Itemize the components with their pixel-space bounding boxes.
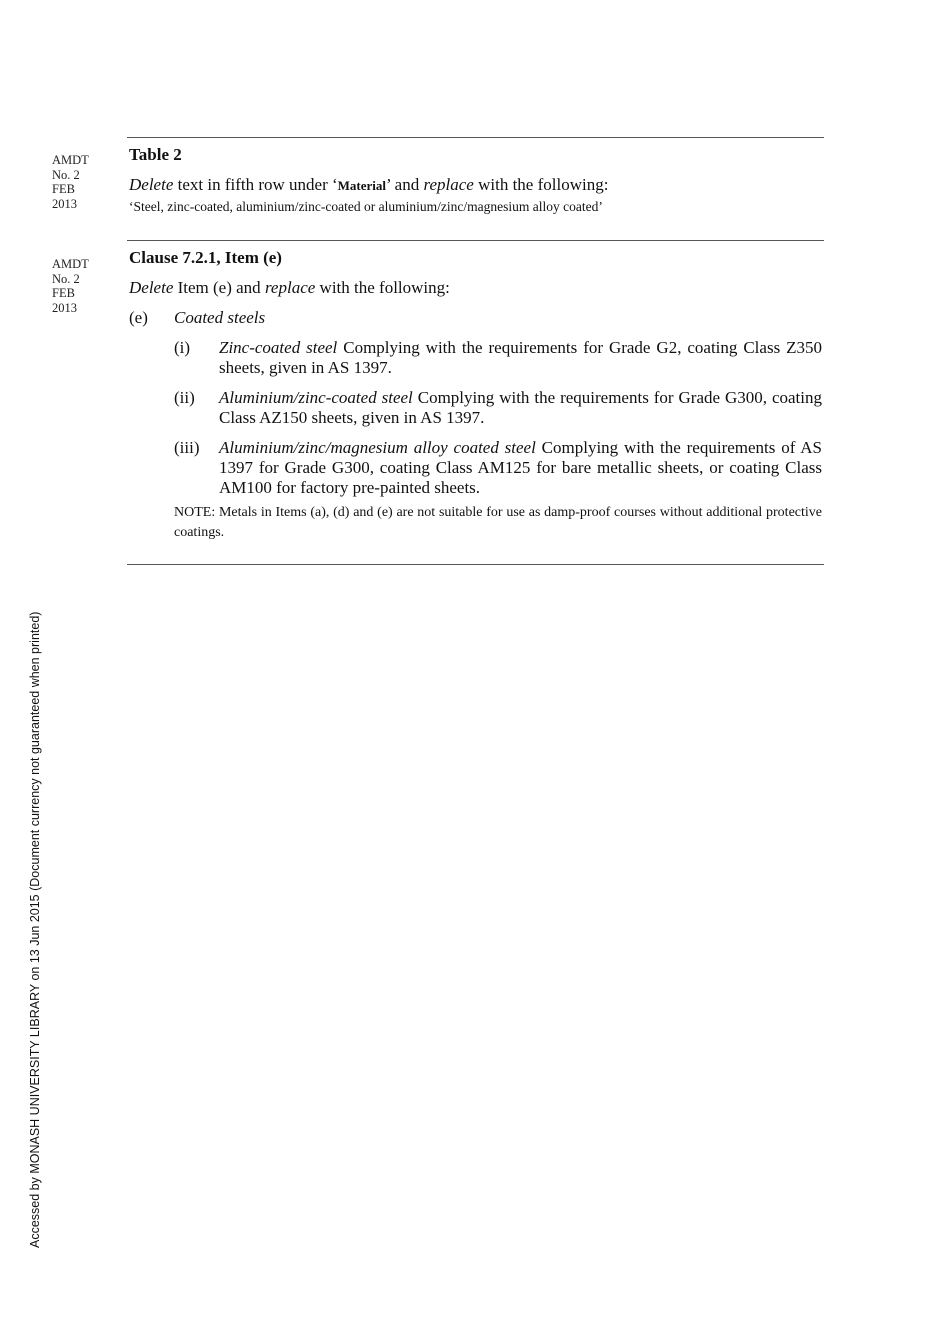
table2-replacement-quote: ‘Steel, zinc-coated, aluminium/zinc-coated or aluminium/zinc/magnesium alloy coated’ <box>129 199 603 214</box>
table2-instruction <box>129 175 822 196</box>
item-e-title: Coated steels <box>174 308 266 327</box>
sub-item-number: (ii) <box>174 388 195 407</box>
sub-item-text: Complying with the requirements for Grade G300, coating Class AZ150 sheets, given in AS 1397. <box>219 388 822 427</box>
instruction-text: with the following: <box>473 175 609 194</box>
material-label: Material <box>337 178 387 193</box>
sub-item-number: (i) <box>174 338 191 357</box>
sub-item-number: (iii) <box>174 438 200 457</box>
instruction-text: with the following: <box>315 278 450 297</box>
sub-item-i <box>174 338 822 378</box>
sub-item-term: Aluminium/zinc/magnesium alloy coated steel <box>219 438 536 457</box>
amendment-tag-line: FEB <box>52 286 75 300</box>
amendment-tag-table2 <box>52 153 112 211</box>
clause-section <box>129 248 822 543</box>
amendment-tag-line: No. 2 <box>52 271 80 286</box>
sub-item-ii <box>174 388 822 428</box>
table2-heading: Table 2 <box>129 145 182 164</box>
clause-instruction <box>129 278 822 298</box>
amendment-tag-line: 2013 <box>52 196 77 211</box>
sub-item-term: Zinc-coated steel <box>219 338 338 357</box>
item-e-number: (e) <box>129 308 148 327</box>
bottom-divider <box>127 564 824 565</box>
sub-item-text: Complying with the requirements of AS 1397 for Grade G300, coating Class AM125 for bare metallic sheets, or coating Class AM100 for factory pre-painted sheets. <box>219 438 822 497</box>
amendment-tag-line: AMDT <box>52 257 89 271</box>
delete-word: Delete <box>129 278 174 297</box>
item-e <box>129 308 822 328</box>
instruction-text: ’ and <box>386 175 424 194</box>
instruction-text: Item (e) and <box>173 278 265 297</box>
amendment-tag-line: AMDT <box>52 153 89 167</box>
delete-word: Delete <box>129 175 174 194</box>
replace-word: replace <box>423 175 474 194</box>
section-divider <box>127 240 824 241</box>
amendment-tag-clause <box>52 257 112 315</box>
clause-note: NOTE: Metals in Items (a), (d) and (e) are not suitable for use as damp-proof courses without additional protective coatings. <box>174 505 822 540</box>
sub-item-term: Aluminium/zinc-coated steel <box>219 388 413 407</box>
amendment-tag-line: FEB <box>52 182 75 196</box>
top-divider <box>127 137 824 138</box>
amendment-tag-line: No. 2 <box>52 167 80 182</box>
sub-item-iii <box>174 438 822 498</box>
replace-word: replace <box>264 278 316 297</box>
instruction-text: text in fifth row under ‘ <box>173 175 338 194</box>
access-notice: Accessed by MONASH UNIVERSITY LIBRARY on 13 Jun 2015 (Document currency not guaranteed when printed) <box>28 611 42 1248</box>
clause-heading: Clause 7.2.1, Item (e) <box>129 248 282 267</box>
sub-item-text: Complying with the requirements for Grade G2, coating Class Z350 sheets, given in AS 1397. <box>219 338 822 377</box>
amendment-tag-line: 2013 <box>52 300 77 315</box>
table2-section <box>129 145 822 215</box>
